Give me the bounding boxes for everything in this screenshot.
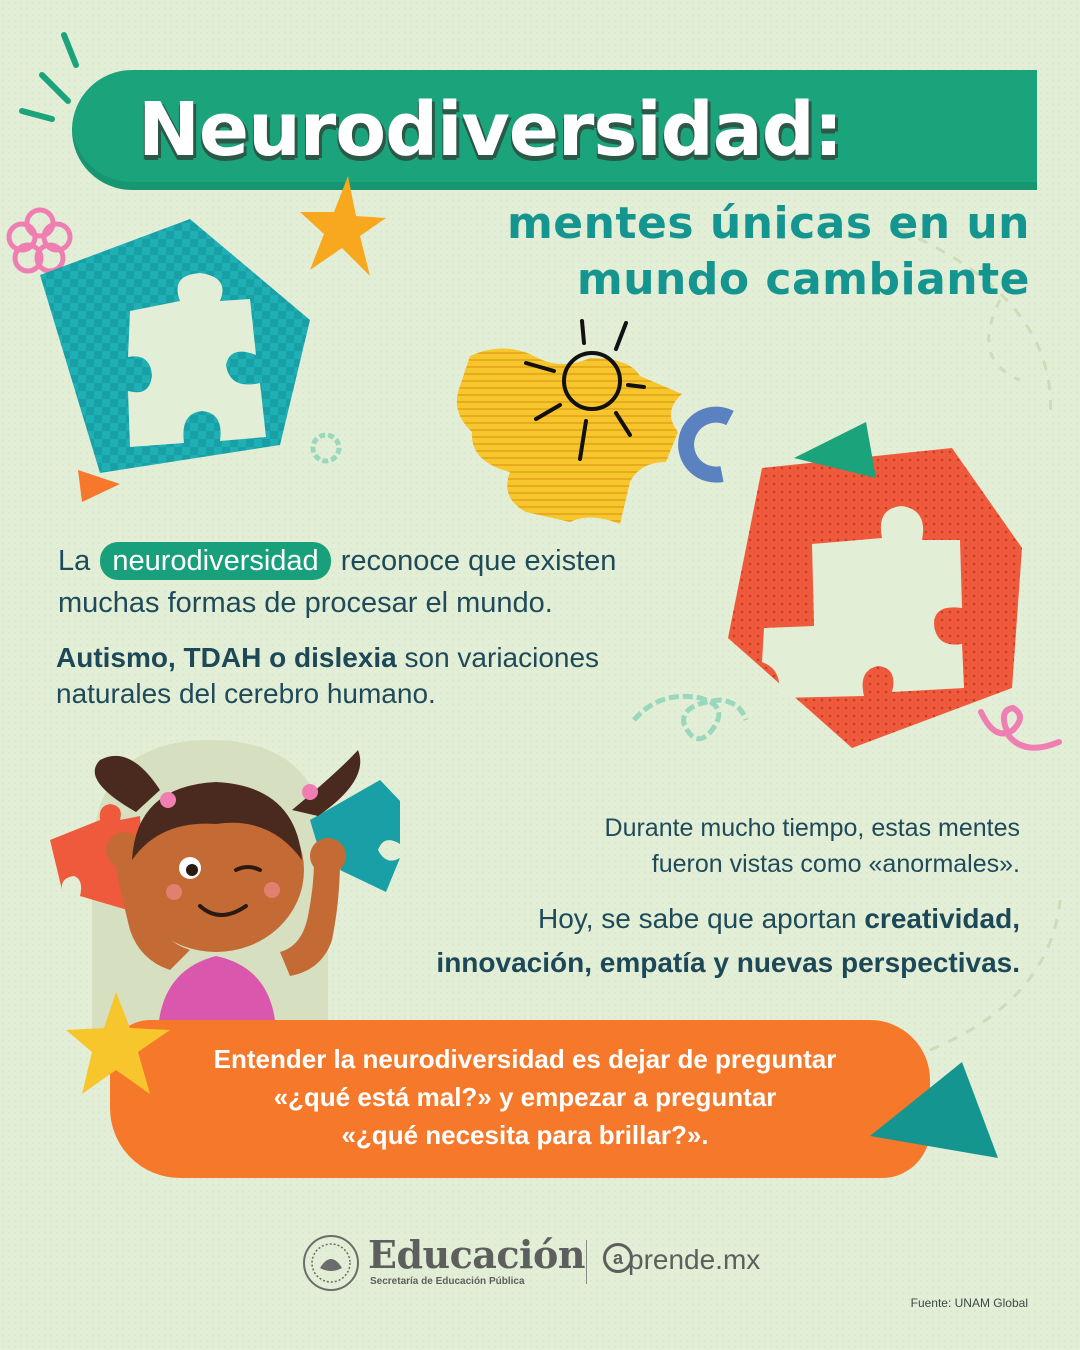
p3-line1: Durante mucho tiempo, estas mentes <box>604 814 1020 842</box>
subtitle-line-1: mentes únicas en un <box>506 198 1030 249</box>
paragraph-neurodiversity-definition <box>58 540 738 624</box>
loop-icon <box>975 690 1065 760</box>
subtitle-line-2: mundo cambiante <box>576 254 1030 305</box>
callout-line3: «¿qué necesita para brillar?». <box>341 1120 709 1150</box>
callout-line2: «¿qué está mal?» y empezar a preguntar <box>273 1082 777 1112</box>
callout-line1: Entender la neurodiversidad es dejar de preguntar <box>213 1044 837 1074</box>
paragraph-history <box>500 810 1020 882</box>
paragraph-contributions <box>340 897 1020 985</box>
p4-bold-line1: creatividad, <box>864 903 1020 934</box>
p4-plain: Hoy, se sabe que aportan <box>537 903 865 934</box>
p2-line2: naturales del cerebro humano. <box>56 678 436 709</box>
source-credit: Fuente: UNAM Global <box>910 1296 1028 1310</box>
p1-intro-word: La <box>58 545 91 577</box>
sun-icon <box>520 315 650 465</box>
aprende-at-icon: a <box>603 1243 633 1273</box>
p3-line2: fueron vistas como «anormales». <box>651 850 1020 878</box>
subtitle <box>310 196 1030 308</box>
education-logo-subtitle: Secretaría de Educación Pública <box>370 1276 525 1287</box>
p4-bold-line2: innovación, empatía y nuevas perspectivas. <box>436 947 1020 978</box>
p2-bold-conditions: Autismo, TDAH o dislexia <box>56 642 397 673</box>
green-triangle-icon <box>790 418 880 480</box>
callout-text <box>120 1040 930 1154</box>
ring-icon <box>306 428 346 468</box>
p1-line2: muchas formas de procesar el mundo. <box>58 587 553 619</box>
aprende-logo: prende.mx <box>628 1244 761 1275</box>
p2-line1-rest: son variaciones <box>396 642 600 673</box>
teal-puzzle-piece-icon <box>30 215 320 485</box>
triangle-icon <box>74 466 124 506</box>
seal-icon <box>302 1234 360 1292</box>
p1-line1-rest: reconoce que existen <box>340 545 617 577</box>
footer-divider <box>586 1240 587 1284</box>
education-logo-title: Educación <box>368 1232 585 1277</box>
teal-triangle-icon <box>866 1058 1002 1164</box>
highlight-neurodiversidad: neurodiversidad <box>100 542 330 580</box>
paragraph-variations <box>56 640 696 712</box>
page-title: Neurodiversidad: <box>138 87 843 173</box>
